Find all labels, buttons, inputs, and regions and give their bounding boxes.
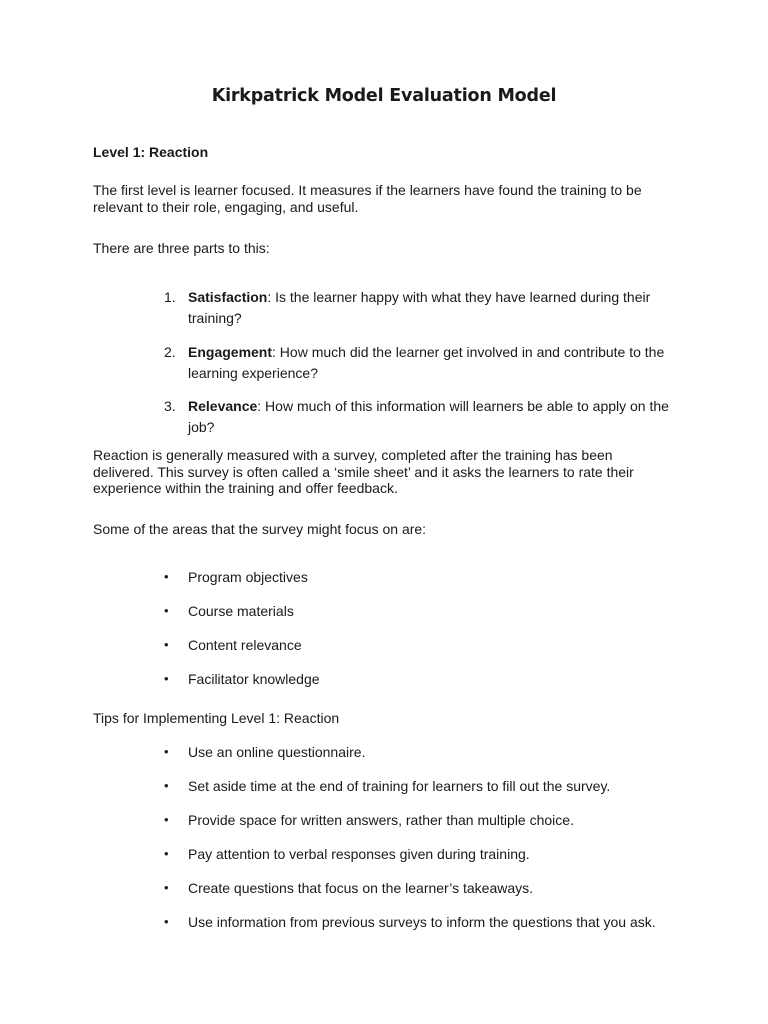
item-term: Satisfaction [188, 289, 268, 305]
item-body [188, 342, 688, 384]
item-description: : How much did the learner get involved in and contribute to the learning experience? [188, 344, 665, 381]
bullet-icon: • [164, 778, 169, 793]
bullet-icon: • [164, 603, 169, 618]
item-number: 1. [164, 289, 176, 305]
item-description: : How much of this information will learners be able to apply on the job? [188, 398, 669, 435]
document-title: Kirkpatrick Model Evaluation Model [211, 86, 557, 106]
bullet-icon: • [164, 569, 169, 584]
bullet-icon: • [164, 846, 169, 861]
list-item-text: Pay attention to verbal responses given during training. [188, 846, 530, 862]
list-item-text: Set aside time at the end of training for learners to fill out the survey. [188, 778, 611, 794]
list-item-text: Provide space for written answers, rather than multiple choice. [188, 812, 574, 828]
tips-heading: Tips for Implementing Level 1: Reaction [93, 710, 340, 726]
item-description: : Is the learner happy with what they have learned during their training? [188, 289, 651, 326]
list-item-text: Use information from previous surveys to inform the questions that you ask. [188, 914, 656, 930]
areas-intro: Some of the areas that the survey might focus on are: [93, 521, 427, 537]
bullet-icon: • [164, 671, 169, 686]
parts-intro: There are three parts to this: [93, 240, 270, 256]
reaction-paragraph: Reaction is generally measured with a survey, completed after the training has been delivered. This survey is often called a ‘smile sheet’ and it asks the learners to rate their experience within the training and offer feedback. [93, 447, 634, 496]
list-item-text: Content relevance [188, 637, 302, 653]
item-number: 2. [164, 344, 176, 360]
item-term: Engagement [188, 344, 273, 360]
list-item-text: Course materials [188, 603, 294, 619]
list-item-text: Program objectives [188, 569, 308, 585]
item-term: Relevance [188, 398, 258, 414]
item-body [188, 396, 688, 438]
list-item-text: Create questions that focus on the learner’s takeaways. [188, 880, 534, 896]
list-item-text: Use an online questionnaire. [188, 744, 366, 760]
level-heading: Level 1: Reaction [93, 144, 209, 160]
item-number: 3. [164, 398, 176, 414]
intro-paragraph: The first level is learner focused. It measures if the learners have found the training to be relevant to their role, engaging, and useful. [93, 182, 642, 215]
bullet-icon: • [164, 880, 169, 895]
bullet-icon: • [164, 914, 169, 929]
bullet-icon: • [164, 812, 169, 827]
bullet-icon: • [164, 744, 169, 759]
item-body [188, 287, 688, 329]
bullet-icon: • [164, 637, 169, 652]
list-item-text: Facilitator knowledge [188, 671, 320, 687]
